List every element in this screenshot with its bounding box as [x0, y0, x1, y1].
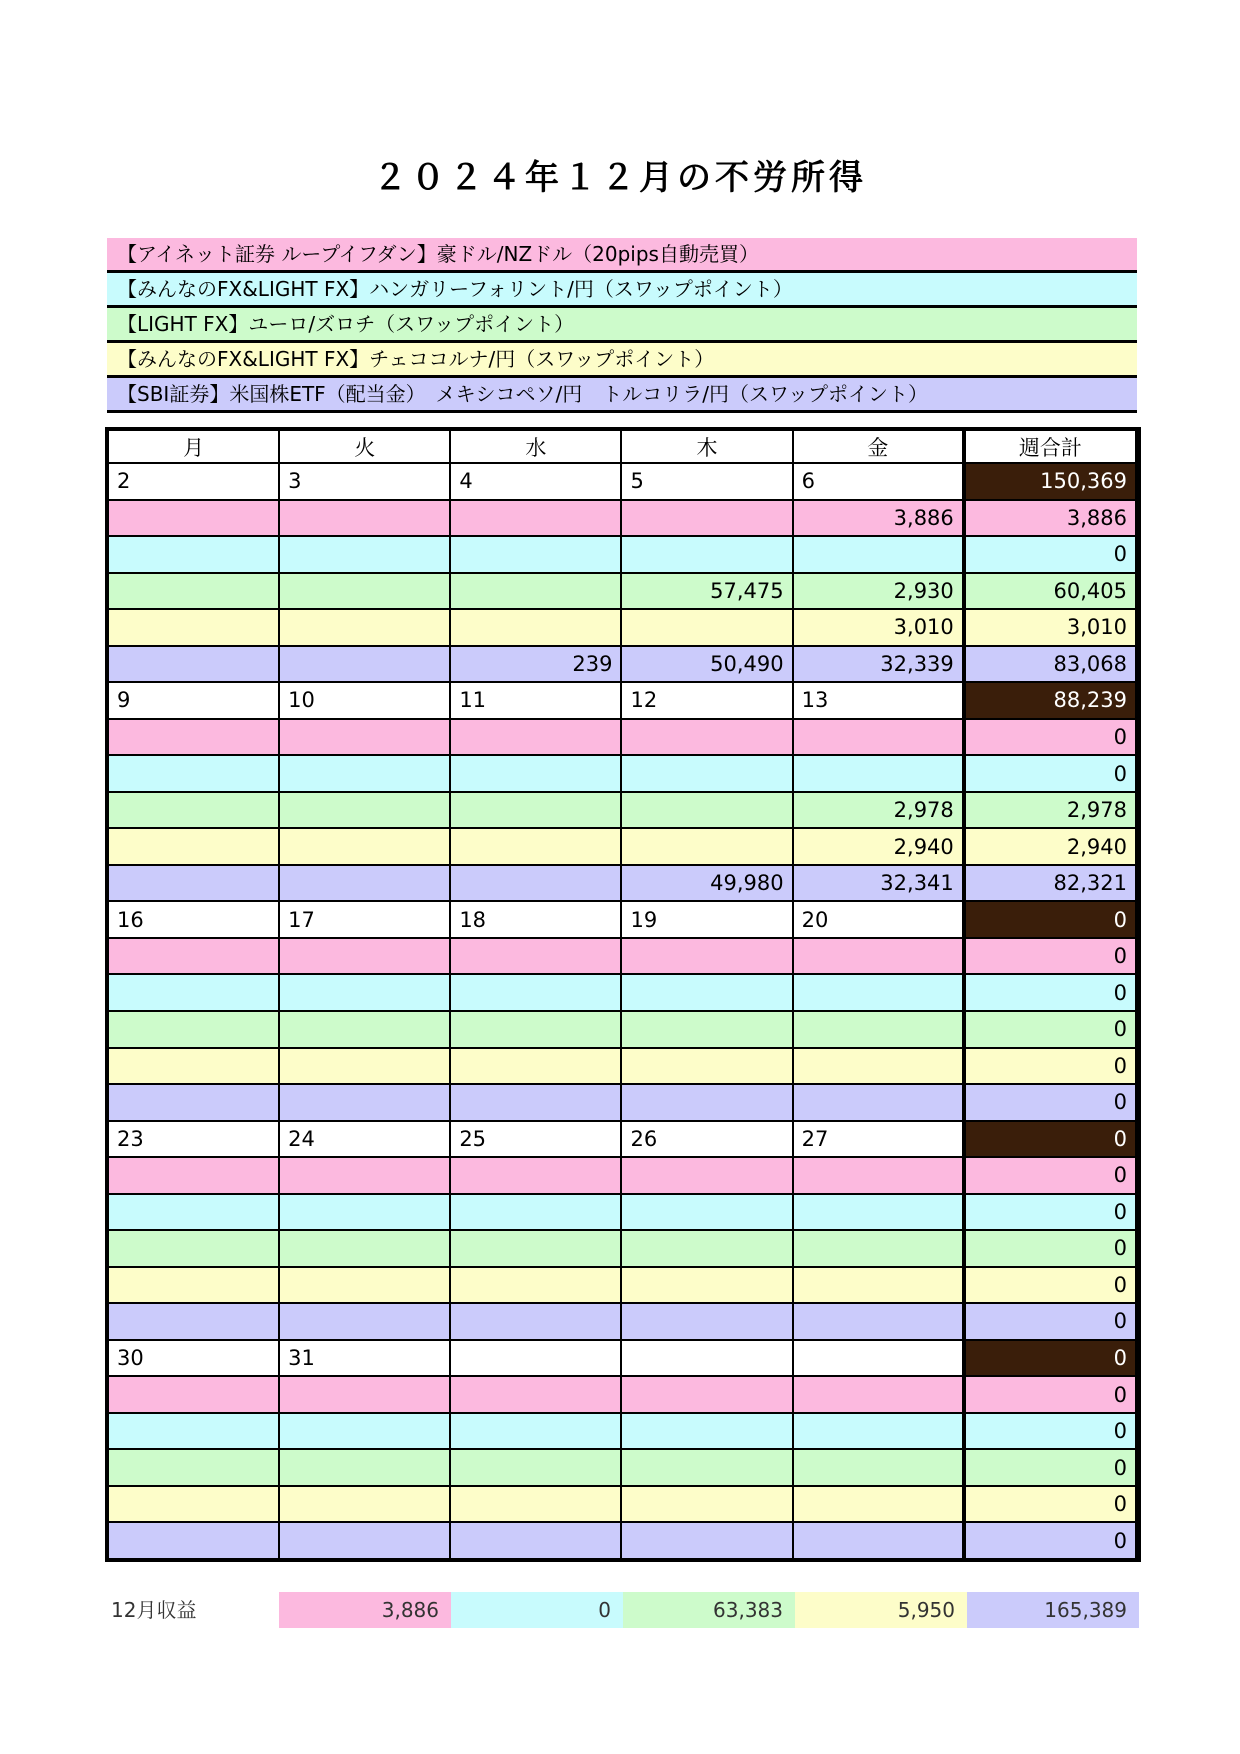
- row-week-total: 2,940: [964, 828, 1137, 865]
- income-cell: [793, 1376, 964, 1413]
- income-row-sbi: [108, 646, 1137, 683]
- income-cell: [621, 938, 792, 975]
- week-total: 0: [964, 1340, 1137, 1377]
- income-cell: [108, 974, 279, 1011]
- row-week-total: 0: [964, 719, 1137, 756]
- income-cell: [621, 1194, 792, 1231]
- header-mon: 月: [108, 430, 279, 463]
- legend-zloty: 【LIGHT FX】ユーロ/ズロチ（スワップポイント）: [107, 308, 1137, 343]
- income-cell: [279, 1048, 450, 1085]
- income-cell: [279, 1267, 450, 1304]
- page-title: ２０２４年１２月の不労所得: [373, 158, 867, 198]
- income-cell: [279, 719, 450, 756]
- income-cell: [450, 573, 621, 610]
- income-cell: [621, 828, 792, 865]
- row-week-total: 0: [964, 536, 1137, 573]
- date-cell: 19: [621, 901, 792, 938]
- income-row-koruna: [108, 828, 1137, 865]
- income-cell: [450, 1048, 621, 1085]
- income-cell: [450, 1449, 621, 1486]
- date-cell: 13: [793, 682, 964, 719]
- date-cell: 9: [108, 682, 279, 719]
- income-cell: 32,339: [793, 646, 964, 683]
- income-cell: [279, 1230, 450, 1267]
- income-cell: [621, 1376, 792, 1413]
- row-week-total: 0: [964, 1157, 1137, 1194]
- income-cell: [108, 755, 279, 792]
- income-cell: [621, 500, 792, 537]
- date-cell: 18: [450, 901, 621, 938]
- row-week-total: 0: [964, 1486, 1137, 1523]
- income-cell: [108, 1267, 279, 1304]
- date-row: [108, 463, 1137, 500]
- income-cell: [621, 1267, 792, 1304]
- income-cell: [621, 1230, 792, 1267]
- income-row-loopifdone: [108, 1376, 1137, 1413]
- income-cell: [279, 1486, 450, 1523]
- income-cell: [793, 974, 964, 1011]
- income-cell: [279, 1084, 450, 1121]
- date-row: [108, 1340, 1137, 1377]
- row-week-total: 0: [964, 1376, 1137, 1413]
- income-cell: [279, 792, 450, 829]
- income-cell: [450, 536, 621, 573]
- income-cell: [108, 1048, 279, 1085]
- income-cell: [793, 719, 964, 756]
- income-cell: [108, 792, 279, 829]
- income-cell: [279, 1303, 450, 1340]
- income-cell: [108, 609, 279, 646]
- income-cell: [279, 828, 450, 865]
- income-cell: [793, 1230, 964, 1267]
- income-cell: [108, 1011, 279, 1048]
- income-cell: [621, 1486, 792, 1523]
- income-cell: [108, 646, 279, 683]
- income-cell: [279, 500, 450, 537]
- income-cell: [793, 1011, 964, 1048]
- date-cell: 24: [279, 1121, 450, 1158]
- income-cell: [279, 1157, 450, 1194]
- date-cell: [621, 1340, 792, 1377]
- legend-loopifdone: 【アイネット証券 ループイフダン】豪ドル/NZドル（20pips自動売買）: [107, 238, 1137, 273]
- income-cell: [279, 1376, 450, 1413]
- income-cell: [450, 1376, 621, 1413]
- income-cell: [793, 1486, 964, 1523]
- income-cell: [450, 1303, 621, 1340]
- income-row-koruna: [108, 609, 1137, 646]
- header-fri: 金: [793, 430, 964, 463]
- income-cell: [793, 1449, 964, 1486]
- income-cell: [450, 974, 621, 1011]
- income-cell: [108, 1522, 279, 1559]
- income-cell: [108, 1376, 279, 1413]
- row-week-total: 2,978: [964, 792, 1137, 829]
- income-row-forint: [108, 1194, 1137, 1231]
- income-cell: [108, 1194, 279, 1231]
- date-cell: 2: [108, 463, 279, 500]
- income-cell: [108, 573, 279, 610]
- row-week-total: 0: [964, 1084, 1137, 1121]
- row-week-total: 60,405: [964, 573, 1137, 610]
- date-cell: 11: [450, 682, 621, 719]
- income-cell: [621, 609, 792, 646]
- income-cell: [793, 1267, 964, 1304]
- date-cell: 17: [279, 901, 450, 938]
- row-week-total: 0: [964, 1194, 1137, 1231]
- income-cell: [450, 1157, 621, 1194]
- income-row-zloty: [108, 792, 1137, 829]
- income-cell: [450, 1011, 621, 1048]
- income-cell: 32,341: [793, 865, 964, 902]
- date-cell: 4: [450, 463, 621, 500]
- income-cell: [450, 719, 621, 756]
- income-cell: [450, 1230, 621, 1267]
- summary-zloty: 63,383: [623, 1592, 795, 1628]
- week-total: 0: [964, 1121, 1137, 1158]
- income-cell: [279, 755, 450, 792]
- income-row-zloty: [108, 573, 1137, 610]
- monthly-summary: [107, 1592, 1139, 1628]
- income-cell: [450, 1522, 621, 1559]
- income-cell: [621, 1084, 792, 1121]
- income-row-koruna: [108, 1048, 1137, 1085]
- week-total: 88,239: [964, 682, 1137, 719]
- income-cell: [108, 1303, 279, 1340]
- row-week-total: 0: [964, 938, 1137, 975]
- legend-koruna: 【みんなのFX&LIGHT FX】チェココルナ/円（スワップポイント）: [107, 343, 1137, 378]
- income-cell: [450, 500, 621, 537]
- income-row-loopifdone: [108, 1157, 1137, 1194]
- date-cell: 10: [279, 682, 450, 719]
- row-week-total: 0: [964, 1048, 1137, 1085]
- income-row-koruna: [108, 1486, 1137, 1523]
- income-cell: [793, 1522, 964, 1559]
- row-week-total: 0: [964, 1011, 1137, 1048]
- legend-forint: 【みんなのFX&LIGHT FX】ハンガリーフォリント/円（スワップポイント）: [107, 273, 1137, 308]
- income-row-forint: [108, 536, 1137, 573]
- date-row: [108, 901, 1137, 938]
- row-week-total: 0: [964, 1303, 1137, 1340]
- income-cell: [621, 719, 792, 756]
- income-row-sbi: [108, 1303, 1137, 1340]
- date-cell: 23: [108, 1121, 279, 1158]
- income-row-forint: [108, 1413, 1137, 1450]
- row-week-total: 3,010: [964, 609, 1137, 646]
- income-calendar: [107, 429, 1139, 1560]
- income-row-koruna: [108, 1267, 1137, 1304]
- date-cell: [450, 1340, 621, 1377]
- summary-sbi: 165,389: [967, 1592, 1139, 1628]
- income-cell: [793, 536, 964, 573]
- week-total: 0: [964, 901, 1137, 938]
- row-week-total: 0: [964, 755, 1137, 792]
- income-cell: [279, 1413, 450, 1450]
- row-week-total: 0: [964, 974, 1137, 1011]
- header-wed: 水: [450, 430, 621, 463]
- income-cell: [450, 1267, 621, 1304]
- income-cell: [279, 609, 450, 646]
- summary-koruna: 5,950: [795, 1592, 967, 1628]
- income-cell: [450, 1194, 621, 1231]
- date-cell: 6: [793, 463, 964, 500]
- income-cell: [108, 500, 279, 537]
- income-cell: 57,475: [621, 573, 792, 610]
- header-tue: 火: [279, 430, 450, 463]
- income-cell: [793, 1413, 964, 1450]
- income-row-loopifdone: [108, 938, 1137, 975]
- income-cell: [621, 536, 792, 573]
- income-cell: 3,010: [793, 609, 964, 646]
- income-cell: [450, 1486, 621, 1523]
- income-cell: [108, 1230, 279, 1267]
- income-cell: [108, 1413, 279, 1450]
- income-cell: [621, 1157, 792, 1194]
- income-row-forint: [108, 974, 1137, 1011]
- date-cell: 3: [279, 463, 450, 500]
- row-week-total: 0: [964, 1267, 1137, 1304]
- income-cell: [793, 938, 964, 975]
- income-cell: [108, 938, 279, 975]
- income-cell: 2,930: [793, 573, 964, 610]
- income-cell: 50,490: [621, 646, 792, 683]
- income-cell: 49,980: [621, 865, 792, 902]
- summary-forint: 0: [451, 1592, 623, 1628]
- row-week-total: 0: [964, 1449, 1137, 1486]
- date-cell: 31: [279, 1340, 450, 1377]
- income-cell: [279, 938, 450, 975]
- legend-sbi: 【SBI証券】米国株ETF（配当金） メキシコペソ/円 トルコリラ/円（スワップポイント）: [107, 378, 1137, 413]
- legend: [107, 238, 1137, 413]
- date-cell: 30: [108, 1340, 279, 1377]
- date-cell: 20: [793, 901, 964, 938]
- income-cell: 2,940: [793, 828, 964, 865]
- date-cell: 12: [621, 682, 792, 719]
- income-cell: 2,978: [793, 792, 964, 829]
- income-cell: [279, 1194, 450, 1231]
- income-row-sbi: [108, 1084, 1137, 1121]
- income-cell: [450, 1413, 621, 1450]
- date-cell: 25: [450, 1121, 621, 1158]
- income-cell: [793, 1303, 964, 1340]
- income-cell: [279, 1011, 450, 1048]
- header-row: [108, 430, 1137, 463]
- income-cell: [621, 755, 792, 792]
- income-cell: [621, 1011, 792, 1048]
- row-week-total: 0: [964, 1230, 1137, 1267]
- income-cell: [108, 1486, 279, 1523]
- income-cell: [108, 1157, 279, 1194]
- income-cell: [450, 792, 621, 829]
- income-cell: [279, 646, 450, 683]
- income-cell: [279, 865, 450, 902]
- summary-loopifdone: 3,886: [279, 1592, 451, 1628]
- income-row-loopifdone: [108, 719, 1137, 756]
- date-cell: 16: [108, 901, 279, 938]
- income-cell: [450, 755, 621, 792]
- income-cell: [108, 865, 279, 902]
- income-cell: [450, 828, 621, 865]
- income-row-zloty: [108, 1449, 1137, 1486]
- income-cell: [621, 792, 792, 829]
- income-cell: [279, 1522, 450, 1559]
- date-cell: 5: [621, 463, 792, 500]
- income-cell: [793, 1194, 964, 1231]
- income-cell: [621, 1522, 792, 1559]
- income-row-forint: [108, 755, 1137, 792]
- income-cell: [108, 1449, 279, 1486]
- date-row: [108, 1121, 1137, 1158]
- date-row: [108, 682, 1137, 719]
- income-cell: [621, 1413, 792, 1450]
- row-week-total: 0: [964, 1413, 1137, 1450]
- income-cell: [450, 1084, 621, 1121]
- income-cell: [450, 865, 621, 902]
- date-cell: 26: [621, 1121, 792, 1158]
- income-row-sbi: [108, 1522, 1137, 1559]
- income-cell: [450, 609, 621, 646]
- income-cell: [621, 1449, 792, 1486]
- income-cell: [108, 536, 279, 573]
- income-cell: [279, 974, 450, 1011]
- income-row-zloty: [108, 1230, 1137, 1267]
- income-cell: [279, 536, 450, 573]
- row-week-total: 83,068: [964, 646, 1137, 683]
- income-cell: [793, 1048, 964, 1085]
- income-cell: [793, 755, 964, 792]
- income-cell: [793, 1084, 964, 1121]
- income-row-sbi: [108, 865, 1137, 902]
- summary-label: 12月収益: [111, 1598, 197, 1622]
- week-total: 150,369: [964, 463, 1137, 500]
- date-cell: 27: [793, 1121, 964, 1158]
- income-cell: [108, 719, 279, 756]
- header-week-total: 週合計: [964, 430, 1137, 463]
- income-cell: [621, 974, 792, 1011]
- income-cell: 3,886: [793, 500, 964, 537]
- income-cell: [621, 1303, 792, 1340]
- header-thu: 木: [621, 430, 792, 463]
- income-cell: [108, 1084, 279, 1121]
- income-row-loopifdone: [108, 500, 1137, 537]
- income-cell: [621, 1048, 792, 1085]
- income-cell: [108, 828, 279, 865]
- row-week-total: 3,886: [964, 500, 1137, 537]
- income-cell: [793, 1157, 964, 1194]
- income-cell: [450, 938, 621, 975]
- income-cell: 239: [450, 646, 621, 683]
- income-cell: [279, 573, 450, 610]
- income-cell: [279, 1449, 450, 1486]
- income-row-zloty: [108, 1011, 1137, 1048]
- date-cell: [793, 1340, 964, 1377]
- row-week-total: 82,321: [964, 865, 1137, 902]
- row-week-total: 0: [964, 1522, 1137, 1559]
